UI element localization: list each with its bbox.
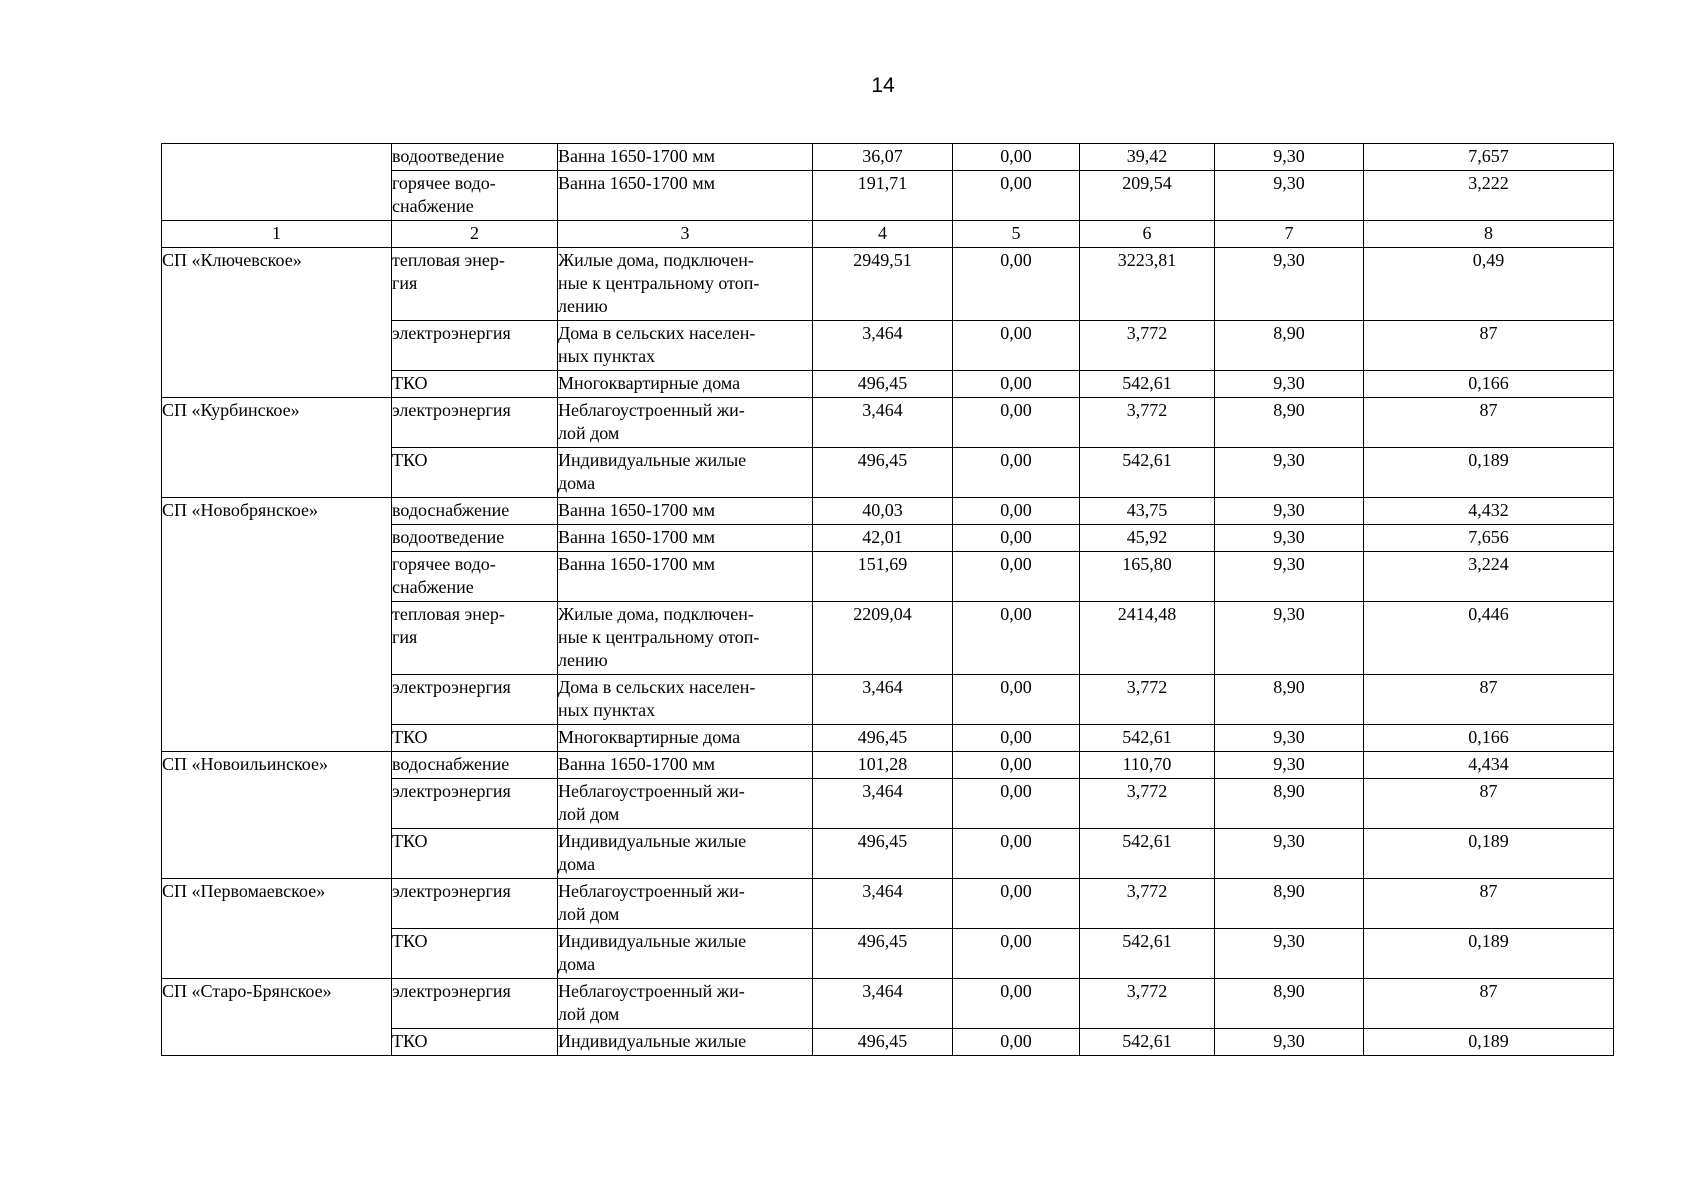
value-cell: 0,00 bbox=[953, 248, 1080, 321]
value-cell: 0,00 bbox=[953, 929, 1080, 979]
value-cell: 3,222 bbox=[1364, 171, 1614, 221]
value-cell: 3,224 bbox=[1364, 552, 1614, 602]
category-cell: Многоквартирные дома bbox=[558, 371, 813, 398]
service-cell: электроэнергия bbox=[392, 979, 558, 1029]
value-cell: 45,92 bbox=[1080, 525, 1215, 552]
settlement-name: СП «Ключевское» bbox=[162, 248, 392, 398]
service-cell: водоснабжение bbox=[392, 498, 558, 525]
value-cell: 9,30 bbox=[1215, 248, 1364, 321]
value-cell: 0,189 bbox=[1364, 448, 1614, 498]
category-cell: Ванна 1650-1700 мм bbox=[558, 498, 813, 525]
category-cell: Ванна 1650-1700 мм bbox=[558, 525, 813, 552]
category-cell: Неблагоустроенный жи- лой дом bbox=[558, 979, 813, 1029]
value-cell: 87 bbox=[1364, 398, 1614, 448]
value-cell: 3,772 bbox=[1080, 321, 1215, 371]
category-cell: Индивидуальные жилые дома bbox=[558, 829, 813, 879]
value-cell: 87 bbox=[1364, 321, 1614, 371]
value-cell: 3,464 bbox=[813, 398, 953, 448]
value-cell: 0,00 bbox=[953, 879, 1080, 929]
value-cell: 0,00 bbox=[953, 498, 1080, 525]
value-cell: 7,657 bbox=[1364, 144, 1614, 171]
value-cell: 3,772 bbox=[1080, 879, 1215, 929]
value-cell: 0,00 bbox=[953, 752, 1080, 779]
value-cell: 0,00 bbox=[953, 171, 1080, 221]
category-cell: Многоквартирные дома bbox=[558, 725, 813, 752]
value-cell: 9,30 bbox=[1215, 171, 1364, 221]
value-cell: 87 bbox=[1364, 779, 1614, 829]
value-cell: 3,772 bbox=[1080, 398, 1215, 448]
value-cell: 0,189 bbox=[1364, 929, 1614, 979]
category-cell: Индивидуальные жилые дома bbox=[558, 929, 813, 979]
value-cell: 165,80 bbox=[1080, 552, 1215, 602]
column-number: 8 bbox=[1364, 221, 1614, 248]
category-cell: Неблагоустроенный жи- лой дом bbox=[558, 879, 813, 929]
value-cell: 496,45 bbox=[813, 371, 953, 398]
value-cell: 0,166 bbox=[1364, 371, 1614, 398]
column-number: 6 bbox=[1080, 221, 1215, 248]
value-cell: 9,30 bbox=[1215, 602, 1364, 675]
service-cell: водоснабжение bbox=[392, 752, 558, 779]
value-cell: 3,464 bbox=[813, 321, 953, 371]
category-cell: Индивидуальные жилые дома bbox=[558, 448, 813, 498]
service-cell: ТКО bbox=[392, 371, 558, 398]
category-cell: Неблагоустроенный жи- лой дом bbox=[558, 779, 813, 829]
table-row bbox=[162, 248, 1614, 321]
value-cell: 9,30 bbox=[1215, 498, 1364, 525]
page-number: 14 bbox=[871, 74, 895, 97]
value-cell: 3,772 bbox=[1080, 779, 1215, 829]
value-cell: 9,30 bbox=[1215, 752, 1364, 779]
value-cell: 3,464 bbox=[813, 675, 953, 725]
value-cell: 0,00 bbox=[953, 398, 1080, 448]
column-number: 1 bbox=[162, 221, 392, 248]
value-cell: 42,01 bbox=[813, 525, 953, 552]
table-row bbox=[162, 398, 1614, 448]
value-cell: 496,45 bbox=[813, 829, 953, 879]
value-cell: 2949,51 bbox=[813, 248, 953, 321]
service-cell: ТКО bbox=[392, 929, 558, 979]
category-cell: Ванна 1650-1700 мм bbox=[558, 752, 813, 779]
value-cell: 542,61 bbox=[1080, 371, 1215, 398]
value-cell: 7,656 bbox=[1364, 525, 1614, 552]
value-cell: 0,00 bbox=[953, 525, 1080, 552]
value-cell: 9,30 bbox=[1215, 552, 1364, 602]
value-cell: 0,00 bbox=[953, 779, 1080, 829]
value-cell: 9,30 bbox=[1215, 448, 1364, 498]
value-cell: 0,00 bbox=[953, 1029, 1080, 1056]
value-cell: 9,30 bbox=[1215, 929, 1364, 979]
value-cell: 0,00 bbox=[953, 829, 1080, 879]
value-cell: 43,75 bbox=[1080, 498, 1215, 525]
value-cell: 3,464 bbox=[813, 779, 953, 829]
value-cell: 8,90 bbox=[1215, 979, 1364, 1029]
value-cell: 110,70 bbox=[1080, 752, 1215, 779]
service-cell: ТКО bbox=[392, 725, 558, 752]
service-cell: горячее водо- снабжение bbox=[392, 171, 558, 221]
value-cell: 87 bbox=[1364, 879, 1614, 929]
service-cell: электроэнергия bbox=[392, 879, 558, 929]
value-cell: 8,90 bbox=[1215, 321, 1364, 371]
value-cell: 8,90 bbox=[1215, 879, 1364, 929]
service-cell: горячее водо- снабжение bbox=[392, 552, 558, 602]
value-cell: 0,49 bbox=[1364, 248, 1614, 321]
category-cell: Индивидуальные жилые bbox=[558, 1029, 813, 1056]
column-numbers-row bbox=[162, 221, 1614, 248]
value-cell: 9,30 bbox=[1215, 725, 1364, 752]
tariff-table bbox=[161, 143, 1614, 1056]
value-cell: 9,30 bbox=[1215, 371, 1364, 398]
service-cell: электроэнергия bbox=[392, 398, 558, 448]
value-cell: 542,61 bbox=[1080, 929, 1215, 979]
value-cell: 9,30 bbox=[1215, 144, 1364, 171]
value-cell: 8,90 bbox=[1215, 675, 1364, 725]
table-row bbox=[162, 979, 1614, 1029]
category-cell: Дома в сельских населен- ных пунктах bbox=[558, 321, 813, 371]
value-cell: 2209,04 bbox=[813, 602, 953, 675]
category-cell: Ванна 1650-1700 мм bbox=[558, 552, 813, 602]
table-row bbox=[162, 879, 1614, 929]
value-cell: 87 bbox=[1364, 675, 1614, 725]
value-cell: 496,45 bbox=[813, 929, 953, 979]
value-cell: 2414,48 bbox=[1080, 602, 1215, 675]
value-cell: 542,61 bbox=[1080, 829, 1215, 879]
value-cell: 0,00 bbox=[953, 144, 1080, 171]
table-body bbox=[162, 144, 1614, 1056]
service-cell: водоотведение bbox=[392, 525, 558, 552]
value-cell: 496,45 bbox=[813, 1029, 953, 1056]
value-cell: 8,90 bbox=[1215, 779, 1364, 829]
value-cell: 151,69 bbox=[813, 552, 953, 602]
value-cell: 9,30 bbox=[1215, 525, 1364, 552]
settlement-name: СП «Новобрянское» bbox=[162, 498, 392, 752]
service-cell: электроэнергия bbox=[392, 675, 558, 725]
value-cell: 3,772 bbox=[1080, 979, 1215, 1029]
value-cell: 9,30 bbox=[1215, 829, 1364, 879]
value-cell: 191,71 bbox=[813, 171, 953, 221]
value-cell: 0,00 bbox=[953, 552, 1080, 602]
table-row bbox=[162, 752, 1614, 779]
value-cell: 4,432 bbox=[1364, 498, 1614, 525]
settlement-name: СП «Новоильинское» bbox=[162, 752, 392, 879]
value-cell: 0,00 bbox=[953, 321, 1080, 371]
value-cell: 40,03 bbox=[813, 498, 953, 525]
value-cell: 542,61 bbox=[1080, 725, 1215, 752]
value-cell: 3,464 bbox=[813, 979, 953, 1029]
settlement-name: СП «Первомаевское» bbox=[162, 879, 392, 979]
value-cell: 542,61 bbox=[1080, 448, 1215, 498]
service-cell: водоотведение bbox=[392, 144, 558, 171]
service-cell: тепловая энер- гия bbox=[392, 602, 558, 675]
settlement-cell bbox=[162, 144, 392, 221]
table-row bbox=[162, 498, 1614, 525]
value-cell: 8,90 bbox=[1215, 398, 1364, 448]
service-cell: ТКО bbox=[392, 829, 558, 879]
value-cell: 0,00 bbox=[953, 602, 1080, 675]
value-cell: 0,00 bbox=[953, 371, 1080, 398]
settlement-name: СП «Старо-Брянское» bbox=[162, 979, 392, 1056]
value-cell: 9,30 bbox=[1215, 1029, 1364, 1056]
value-cell: 0,446 bbox=[1364, 602, 1614, 675]
value-cell: 3,772 bbox=[1080, 675, 1215, 725]
service-cell: тепловая энер- гия bbox=[392, 248, 558, 321]
column-number: 5 bbox=[953, 221, 1080, 248]
category-cell: Дома в сельских населен- ных пунктах bbox=[558, 675, 813, 725]
category-cell: Ванна 1650-1700 мм bbox=[558, 144, 813, 171]
category-cell: Неблагоустроенный жи- лой дом bbox=[558, 398, 813, 448]
service-cell: ТКО bbox=[392, 1029, 558, 1056]
value-cell: 0,00 bbox=[953, 448, 1080, 498]
value-cell: 0,00 bbox=[953, 725, 1080, 752]
service-cell: электроэнергия bbox=[392, 779, 558, 829]
category-cell: Ванна 1650-1700 мм bbox=[558, 171, 813, 221]
value-cell: 4,434 bbox=[1364, 752, 1614, 779]
value-cell: 0,189 bbox=[1364, 1029, 1614, 1056]
value-cell: 101,28 bbox=[813, 752, 953, 779]
value-cell: 0,00 bbox=[953, 979, 1080, 1029]
settlement-name: СП «Курбинское» bbox=[162, 398, 392, 498]
value-cell: 87 bbox=[1364, 979, 1614, 1029]
service-cell: электроэнергия bbox=[392, 321, 558, 371]
column-number: 2 bbox=[392, 221, 558, 248]
column-number: 3 bbox=[558, 221, 813, 248]
value-cell: 496,45 bbox=[813, 725, 953, 752]
value-cell: 3,464 bbox=[813, 879, 953, 929]
value-cell: 209,54 bbox=[1080, 171, 1215, 221]
value-cell: 3223,81 bbox=[1080, 248, 1215, 321]
category-cell: Жилые дома, подключен- ные к центральному отоп- лению bbox=[558, 602, 813, 675]
value-cell: 36,07 bbox=[813, 144, 953, 171]
table-row bbox=[162, 144, 1614, 171]
column-number: 4 bbox=[813, 221, 953, 248]
value-cell: 39,42 bbox=[1080, 144, 1215, 171]
column-number: 7 bbox=[1215, 221, 1364, 248]
value-cell: 0,00 bbox=[953, 675, 1080, 725]
service-cell: ТКО bbox=[392, 448, 558, 498]
value-cell: 0,166 bbox=[1364, 725, 1614, 752]
value-cell: 542,61 bbox=[1080, 1029, 1215, 1056]
value-cell: 0,189 bbox=[1364, 829, 1614, 879]
value-cell: 496,45 bbox=[813, 448, 953, 498]
category-cell: Жилые дома, подключен- ные к центральному отоп- лению bbox=[558, 248, 813, 321]
